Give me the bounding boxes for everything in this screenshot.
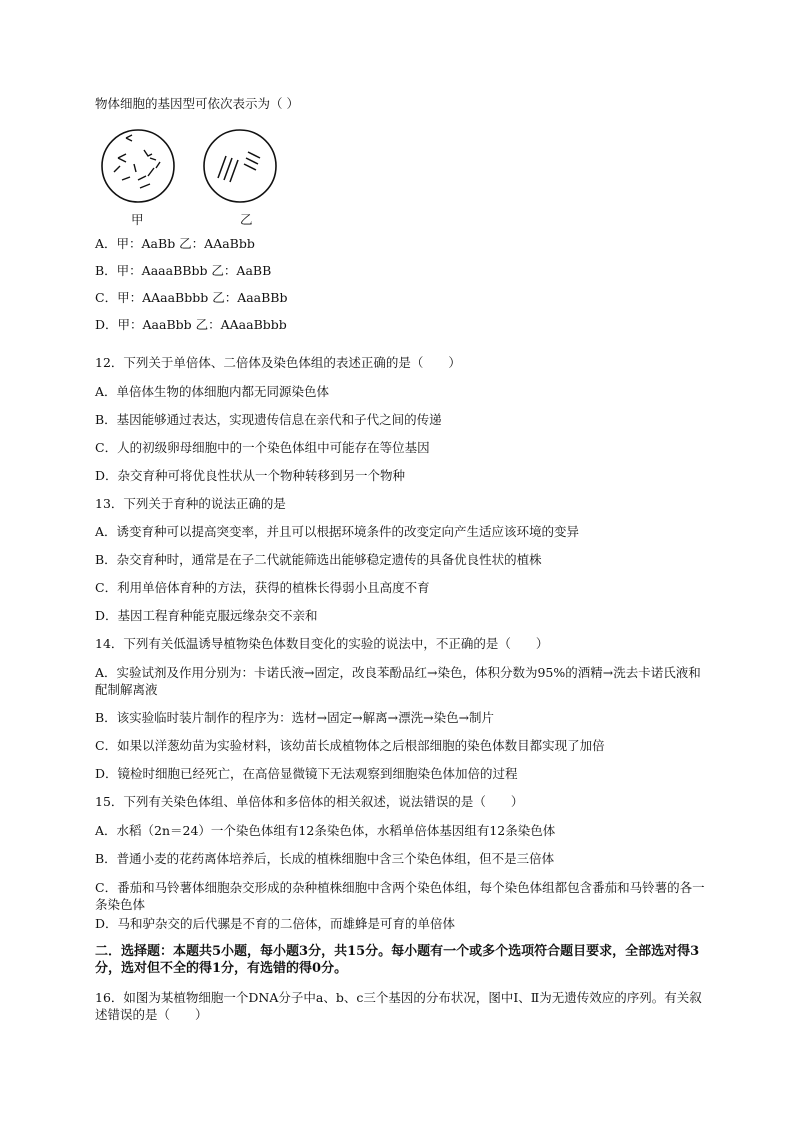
section2-heading: 二．选择题：本题共5小题，每小题3分，共15分。每小题有一个或多个选项符合题目要求，全部选对得3分，选对但不全的得1分，有选错的得0分。	[95, 944, 700, 976]
q15-option-a: A．水稻（2n＝24）一个染色体组有12条染色体，水稻单倍体基因组有12条染色体	[95, 823, 556, 838]
cell-label-jia: 甲	[131, 212, 144, 227]
q15-option-d: D．马和驴杂交的后代骡是不育的二倍体，而雄蜂是可育的单倍体	[95, 916, 456, 931]
cell-jia-chromosomes	[114, 135, 160, 188]
q12-option-b: B．基因能够通过表达，实现遗传信息在亲代和子代之间的传递	[95, 412, 442, 427]
q13-option-a: A．诱变育种可以提高突变率，并且可以根据环境条件的改变定向产生适应该环境的变异	[95, 524, 580, 539]
q11-stem-tail: 物体细胞的基因型可依次表示为（ ）	[95, 96, 299, 111]
q12-option-c: C．人的初级卵母细胞中的一个染色体组中可能存在等位基因	[95, 440, 430, 455]
q13-stem: 13．下列关于育种的说法正确的是	[95, 496, 286, 511]
cell-yi-outline	[204, 130, 276, 202]
cell-diagram	[100, 128, 280, 228]
q14-option-a: A．实验试剂及作用分别为：卡诺氏液→固定，改良苯酚品红→染色，体积分数为95%的酒精→洗去卡诺氏液和配制解离液	[95, 665, 701, 697]
q12-option-d: D．杂交育种可将优良性状从一个物种转移到另一个物种	[95, 468, 406, 483]
q14-stem: 14．下列有关低温诱导植物染色体数目变化的实验的说法中，不正确的是（ ）	[95, 636, 549, 651]
q13-option-c: C．利用单倍体育种的方法，获得的植株长得弱小且高度不育	[95, 580, 430, 595]
q13-option-b: B．杂交育种时，通常是在子二代就能筛选出能够稳定遗传的具备优良性状的植株	[95, 552, 542, 567]
q16-stem: 16．如图为某植物细胞一个DNA分子中a、b、c三个基因的分布状况，图中Ⅰ、Ⅱ为无遗传效应的序列。有关叙述错误的是（ ）	[95, 990, 702, 1022]
q11-option-c: C．甲：AAaaBbbb 乙：AaaBBb	[95, 290, 288, 305]
cell-figure	[100, 128, 280, 228]
q11-option-a: A．甲：AaBb 乙：AAaBbb	[95, 236, 255, 251]
cell-jia-outline	[102, 130, 174, 202]
q14-option-d: D．镜检时细胞已经死亡，在高倍显微镜下无法观察到细胞染色体加倍的过程	[95, 766, 518, 781]
q12-option-a: A．单倍体生物的体细胞内都无同源染色体	[95, 384, 330, 399]
q11-option-b: B．甲：AaaaBBbb 乙：AaBB	[95, 263, 272, 278]
cell-label-yi: 乙	[240, 212, 253, 227]
q14-option-c: C．如果以洋葱幼苗为实验材料，该幼苗长成植物体之后根部细胞的染色体数目都实现了加倍	[95, 738, 605, 753]
q15-stem: 15．下列有关染色体组、单倍体和多倍体的相关叙述，说法错误的是（ ）	[95, 794, 524, 809]
q11-option-d: D．甲：AaaBbb 乙：AAaaBbbb	[95, 317, 287, 332]
q13-option-d: D．基因工程育种能克服远缘杂交不亲和	[95, 608, 318, 623]
cell-yi-chromosomes	[218, 152, 260, 182]
q14-option-b: B．该实验临时装片制作的程序为：选材→固定→解离→漂洗→染色→制片	[95, 710, 495, 725]
q12-stem: 12．下列关于单倍体、二倍体及染色体组的表述正确的是（ ）	[95, 355, 461, 370]
q15-option-c: C．番茄和马铃薯体细胞杂交形成的杂种植株细胞中含两个染色体组，每个染色体组都包含番茄和马铃薯的各一条染色体	[95, 880, 705, 912]
q15-option-b: B．普通小麦的花药离体培养后，长成的植株细胞中含三个染色体组，但不是三倍体	[95, 851, 555, 866]
